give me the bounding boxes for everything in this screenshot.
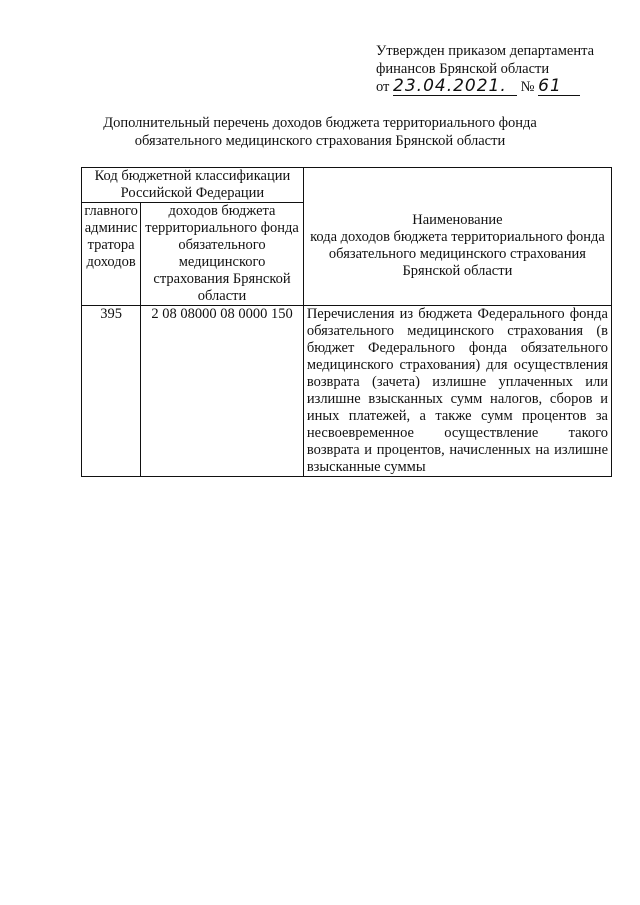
row-income-code: 2 08 08000 08 0000 150 (141, 306, 304, 477)
approval-line-2: финансов Брянской области (376, 61, 550, 77)
date-field (393, 78, 517, 96)
row-admin-code: 395 (82, 306, 141, 477)
document-title-line-1: Дополнительный перечень доходов бюджета территориального фонда (103, 115, 537, 131)
header-name-cell (303, 168, 611, 306)
header-name-line-1: Наименование (412, 211, 503, 228)
handwritten-number: 61 (538, 76, 562, 96)
row-income-name: Перечисления из бюджета Федерального фонда обязательного медицинского страхования (в бюджет Федерального фонда обязательного медицинского страхования) для осуществления возврата (зачета) излишне уплаченных или излишне взысканных сумм налогов, сборов и иных платежей, а также сумм процентов за несвоевременное осуществление такого возврата и процентов, начисленных на излишне взысканные суммы (303, 306, 611, 477)
header-admin-cell: главного админис тратора доходов (82, 203, 141, 306)
approval-date-line (376, 78, 616, 96)
document-title-line-2: обязательного медицинского страхования Брянской области (134, 133, 506, 149)
date-prefix: от (376, 79, 390, 95)
header-income-cell: доходов бюджета территориального фонда обязательного медицинского страхования Брянской области (141, 203, 304, 306)
table-header-row-1 (82, 168, 612, 203)
header-name-line-2: кода доходов бюджета территориального фонда обязательного медицинского страхования Брянской области (310, 228, 605, 279)
table-row (82, 306, 612, 477)
number-field (538, 78, 580, 96)
header-group-cell: Код бюджетной классификации Российской Федерации (82, 168, 304, 203)
approval-block (376, 42, 616, 96)
budget-classification-table (81, 167, 612, 477)
document-title (80, 114, 560, 150)
number-prefix: № (520, 79, 535, 95)
handwritten-date: 23.04.2021. (393, 76, 507, 96)
approval-line-1: Утвержден приказом департамента (376, 43, 595, 59)
